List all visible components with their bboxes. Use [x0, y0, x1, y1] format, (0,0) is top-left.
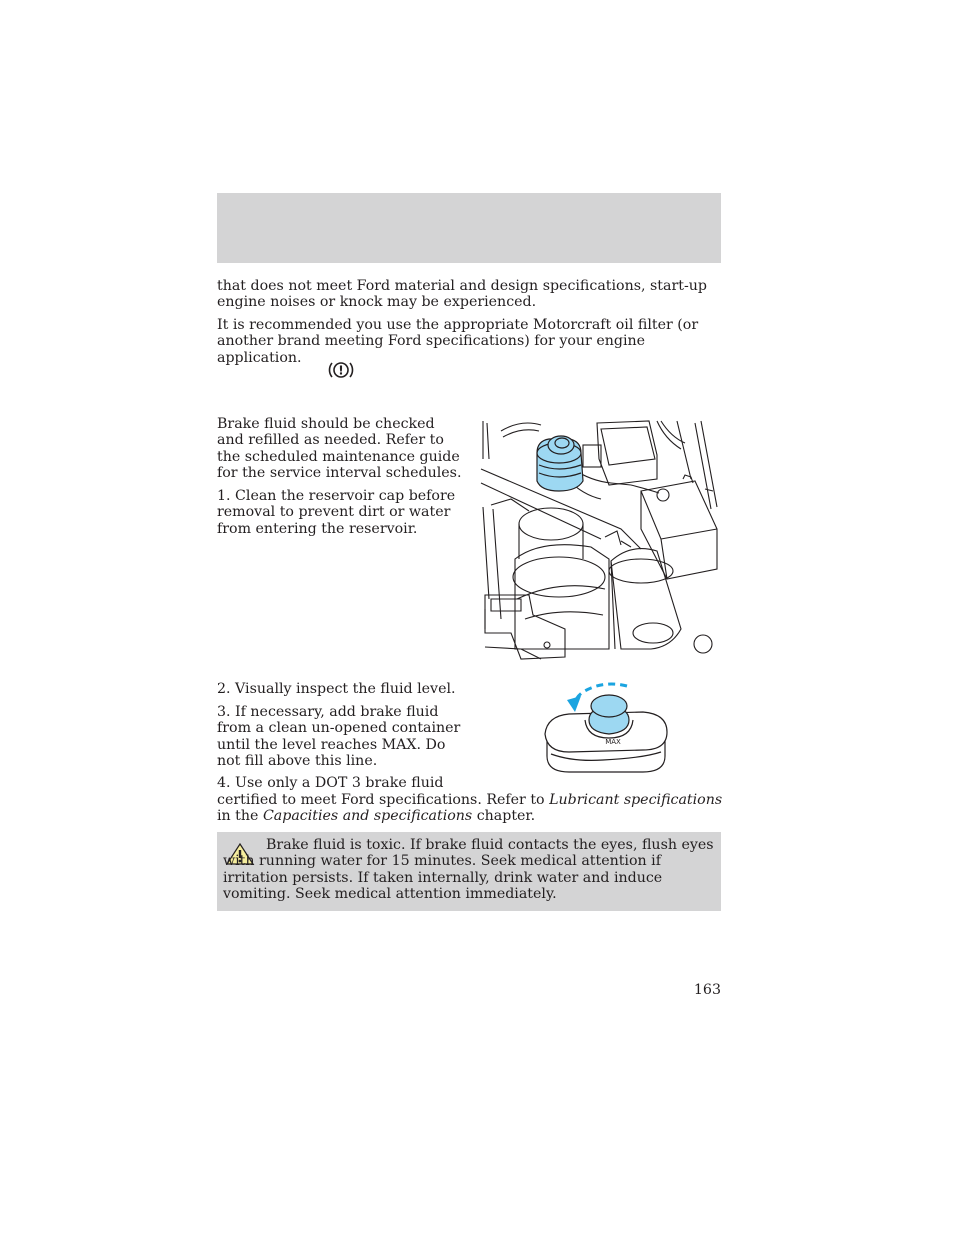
brake-symbol-glyph: !	[338, 363, 344, 378]
step-4-line2: certified to meet Ford specifications. Refer to Lubricant specifications	[217, 792, 723, 808]
step-4-line3: in the Capacities and specifications chapter.	[217, 808, 536, 824]
reservoir-cap-illustration	[543, 682, 669, 774]
engine-bay-illustration	[481, 419, 721, 665]
paragraph-oil-engine-noise: that does not meet Ford material and design specifications, start-up engine noises or knock may be experienced.	[217, 278, 707, 311]
paragraph-brake-check: Brake fluid should be checked and refilled as needed. Refer to the scheduled maintenance guide for the service interval schedules.	[217, 416, 462, 481]
paragraph-oil-filter: It is recommended you use the appropriate Motorcraft oil filter (or another brand meeting Ford specifications) for your engine application.	[217, 317, 699, 366]
step-1: 1. Clean the reservoir cap before removal to prevent dirt or water from entering the reservoir.	[217, 488, 456, 537]
chapter-header-band	[217, 193, 721, 263]
step-4-line1: 4. Use only a DOT 3 brake fluid	[217, 775, 444, 791]
rotate-arrow-icon	[567, 696, 581, 712]
max-label: MAX	[605, 738, 621, 746]
step-3: 3. If necessary, add brake fluid from a clean un-opened container until the level reaches MAX. Do not fill above this line.	[217, 704, 461, 769]
warning-text: Brake fluid is toxic. If brake fluid contacts the eyes, flush eyes with running water for 15 minutes. Seek medical attention if irritation persists. If taken internally, drink water and induce vomiting. Seek medical attention immediately.	[223, 837, 714, 902]
step-2: 2. Visually inspect the fluid level.	[217, 681, 456, 697]
brake-warning-icon	[327, 360, 355, 380]
page-number: 163	[693, 982, 721, 998]
